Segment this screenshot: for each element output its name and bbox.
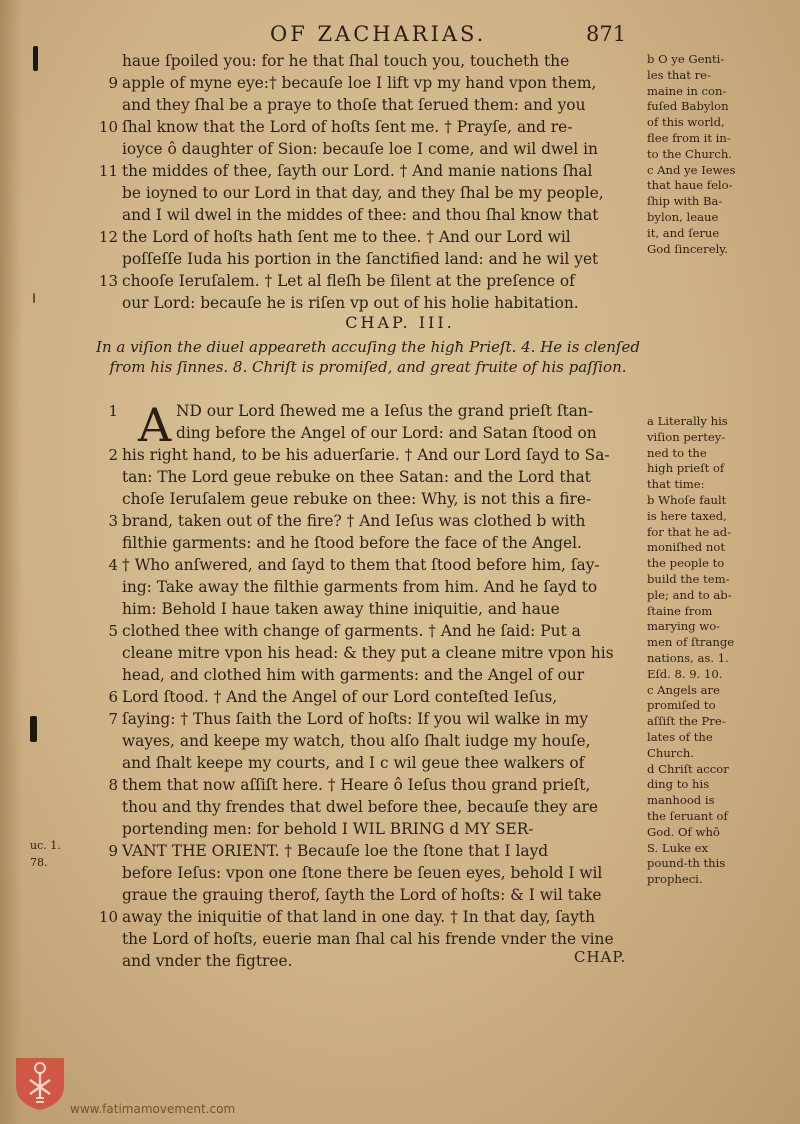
text-line: and I wil dwel in the middes of thee: and thou ſhal know that — [122, 206, 599, 224]
gloss-line: b Whoſe fault — [647, 492, 727, 507]
text-line: his right hand, to be his aduerſarie. † And our Lord ſayd to Sa- — [122, 446, 610, 464]
verse-number: 11 — [98, 162, 118, 180]
gloss-line: nations, as. 1. — [647, 650, 729, 665]
papal-keys-shield-icon — [12, 1054, 68, 1112]
left-margin-ref: uc. 1. — [30, 839, 61, 852]
text-line: away the iniquitie of that land in one day. † In that day, ſayth — [122, 908, 596, 926]
gloss-line: lates of the — [647, 729, 713, 744]
gloss-line: is here taxed, — [647, 508, 727, 523]
margin-mark — [33, 46, 38, 71]
gloss-line: the ſeruant of — [647, 808, 728, 823]
gloss-line: men of ſtrange — [647, 635, 735, 650]
text-line: brand, taken out of the fire? † And Ieſus was clothed b with — [122, 512, 586, 530]
gloss-line: God. Of whō — [647, 824, 720, 839]
gloss-line: moniſhed not — [647, 540, 725, 555]
marginal-gloss-top — [647, 52, 757, 257]
gloss-line: God ſincerely. — [647, 241, 728, 256]
text-line: choſe Ieruſalem geue rebuke on thee: Why, is not this a fire- — [122, 490, 592, 508]
summary-line: In a viſion the diuel appeareth accuſing the higħ Prieſt. 4. He is clenſed — [96, 338, 640, 356]
verse-number: 8 — [108, 776, 118, 794]
verse-number: 2 — [108, 446, 118, 464]
drop-capital: A — [138, 398, 172, 452]
marginal-gloss-body — [647, 414, 757, 888]
verse-number: 6 — [108, 688, 118, 706]
text-line: Lord ſtood. † And the Angel of our Lord conteſted Ieſus, — [122, 688, 558, 706]
gloss-line: it, and ſerue — [647, 225, 720, 240]
gloss-line: ned to the — [647, 445, 707, 460]
gloss-line: bylon, leaue — [647, 209, 719, 224]
text-line: cleane mitre vpon his head: & they put a cleane mitre vpon his — [122, 644, 614, 662]
text-line: clothed thee with change of garments. † And he ſaid: Put a — [122, 622, 581, 640]
chapter-heading: CHAP. III. — [345, 313, 455, 332]
left-margin-ref: 78. — [30, 856, 48, 869]
margin-mark — [30, 716, 37, 742]
text-line: our Lord: becauſe he is riſen vp out of his holie habitation. — [122, 294, 579, 312]
footer-url[interactable]: www.fatimamovement.com — [70, 1102, 236, 1116]
gloss-line: c Angels are — [647, 682, 720, 697]
text-line: be ioyned to our Lord in that day, and they ſhal be my people, — [122, 184, 604, 202]
gloss-line: a Literally his — [647, 414, 728, 428]
text-line: graue the grauing therof, ſayth the Lord of hoſts: & I wil take — [122, 886, 602, 904]
text-line: portending men: for behold I WIL BRING d MY SER- — [122, 820, 534, 838]
gloss-line: for that he ad- — [647, 524, 732, 539]
summary-line: from his ſinnes. 8. Chriſt is promiſed, and great fruite of his paſſion. — [109, 358, 627, 376]
margin-mark — [33, 293, 35, 303]
gloss-line: c And ye Iewes — [647, 162, 736, 177]
text-line: and vnder the figtree. — [122, 952, 293, 970]
page-number: 871 — [586, 22, 627, 46]
verse-number: 9 — [108, 842, 118, 860]
verse-number: 1 — [108, 402, 118, 420]
verse-number: 3 — [108, 512, 118, 530]
gloss-line: d Chriſt accor — [647, 761, 729, 776]
verse-number: 5 — [108, 622, 118, 640]
text-line: apple of myne eye:† becauſe loe I lift vp my hand vpon them, — [122, 74, 597, 92]
gloss-line: that haue felo- — [647, 178, 733, 193]
verse-number: 7 — [108, 710, 118, 728]
gloss-line: S. Luke ex — [647, 840, 709, 855]
verse-number: 12 — [98, 228, 118, 246]
text-block-top — [122, 50, 637, 314]
gloss-line: marying wo- — [647, 619, 721, 634]
text-line: him: Behold I haue taken away thine iniquitie, and haue — [122, 600, 560, 618]
text-line: and they ſhal be a praye to thoſe that ſerued them: and you — [122, 96, 586, 114]
text-line: ing: Take away the filthie garments from him. And he ſayd to — [122, 578, 598, 596]
text-line: † Who anſwered, and ſayd to them that ſtood before him, ſay- — [122, 556, 600, 574]
verse-number: 4 — [108, 556, 118, 574]
text-line: tan: The Lord geue rebuke on thee Satan: and the Lord that — [122, 468, 591, 486]
gloss-line: ſtaine from — [647, 603, 713, 618]
gloss-line: manhood is — [647, 793, 715, 808]
gloss-line: propheci. — [647, 872, 703, 887]
page-edge-shadow — [0, 0, 22, 1124]
gloss-line: promiſed to — [647, 698, 716, 713]
gloss-line: b O ye Genti- — [647, 52, 725, 66]
chapter-summary — [88, 337, 648, 377]
gloss-line: fuſed Babylon — [647, 99, 729, 114]
verse-number: 13 — [98, 272, 118, 290]
text-block-body — [122, 400, 637, 972]
text-line: before Ieſus: vpon one ſtone there be ſeuen eyes, behold I wil — [122, 864, 603, 882]
gloss-line: high prieſt of — [647, 461, 725, 476]
gloss-line: viſion pertey- — [647, 429, 726, 444]
text-line: and ſhalt keepe my courts, and I c wil geue thee walkers of — [122, 754, 585, 772]
gloss-line: ple; and to ab- — [647, 587, 732, 602]
gloss-line: les that re- — [647, 67, 711, 82]
text-line: the Lord of hoſts hath ſent me to thee. † And our Lord wil — [122, 228, 571, 246]
verse-number: 10 — [98, 908, 118, 926]
gloss-line: build the tem- — [647, 571, 730, 586]
catchword: CHAP. — [574, 948, 627, 966]
gloss-line: pound-th this — [647, 856, 726, 871]
gloss-line: the people to — [647, 556, 725, 571]
text-line: chooſe Ieruſalem. † Let al fleſh be ſilent at the preſence of — [122, 272, 575, 290]
text-line: filthie garments: and he ſtood before the face of the Angel. — [122, 534, 582, 552]
text-line: ioyce ô daughter of Sion: becauſe loe I come, and wil dwel in — [122, 140, 598, 158]
running-title: OF ZACHARIAS. — [270, 22, 487, 46]
text-line: the middes of thee, ſayth our Lord. † And manie nations ſhal — [122, 162, 593, 180]
text-line: them that now aſſiſt here. † Heare ô Ieſus thou grand prieſt, — [122, 776, 591, 794]
verse-number: 10 — [98, 118, 118, 136]
gloss-line: to the Church. — [647, 146, 732, 161]
gloss-line: maine in con- — [647, 83, 727, 98]
text-line: VANT THE ORIENT. † Becauſe loe the ſtone that I layd — [122, 842, 549, 860]
text-line: head, and clothed him with garments: and the Angel of our — [122, 666, 585, 684]
verse-number: 9 — [108, 74, 118, 92]
gloss-line: flee from it in- — [647, 130, 731, 145]
text-line: wayes, and keepe my watch, thou alſo ſhalt iudge my houſe, — [122, 732, 591, 750]
gloss-line: aſſiſt the Pre- — [647, 714, 726, 729]
gloss-line: of this world, — [647, 115, 725, 130]
text-line: thou and thy frendes that dwel before thee, becauſe they are — [122, 798, 598, 816]
gloss-line: Church. — [647, 745, 694, 760]
gloss-line: Eſd. 8. 9. 10. — [647, 666, 723, 681]
gloss-line: ſhip with Ba- — [647, 194, 723, 209]
text-line: the Lord of hoſts, euerie man ſhal cal his frende vnder the vine — [122, 930, 614, 948]
text-line: ſaying: † Thus ſaith the Lord of hoſts: If you wil walke in my — [122, 710, 589, 728]
gloss-line: that time: — [647, 477, 705, 492]
text-line: ding before the Angel of our Lord: and Satan ſtood on — [176, 424, 597, 442]
text-line: poſſeſſe Iuda his portion in the ſanctified land: and he wil yet — [122, 250, 599, 268]
text-line: haue ſpoiled you: for he that ſhal touch you, toucheth the — [122, 52, 570, 70]
text-line: ſhal know that the Lord of hoſts ſent me. † Prayſe, and re- — [122, 118, 573, 136]
text-line: ND our Lord ſhewed me a Ieſus the grand prieſt ſtan- — [176, 402, 594, 420]
gloss-line: ding to his — [647, 777, 710, 792]
